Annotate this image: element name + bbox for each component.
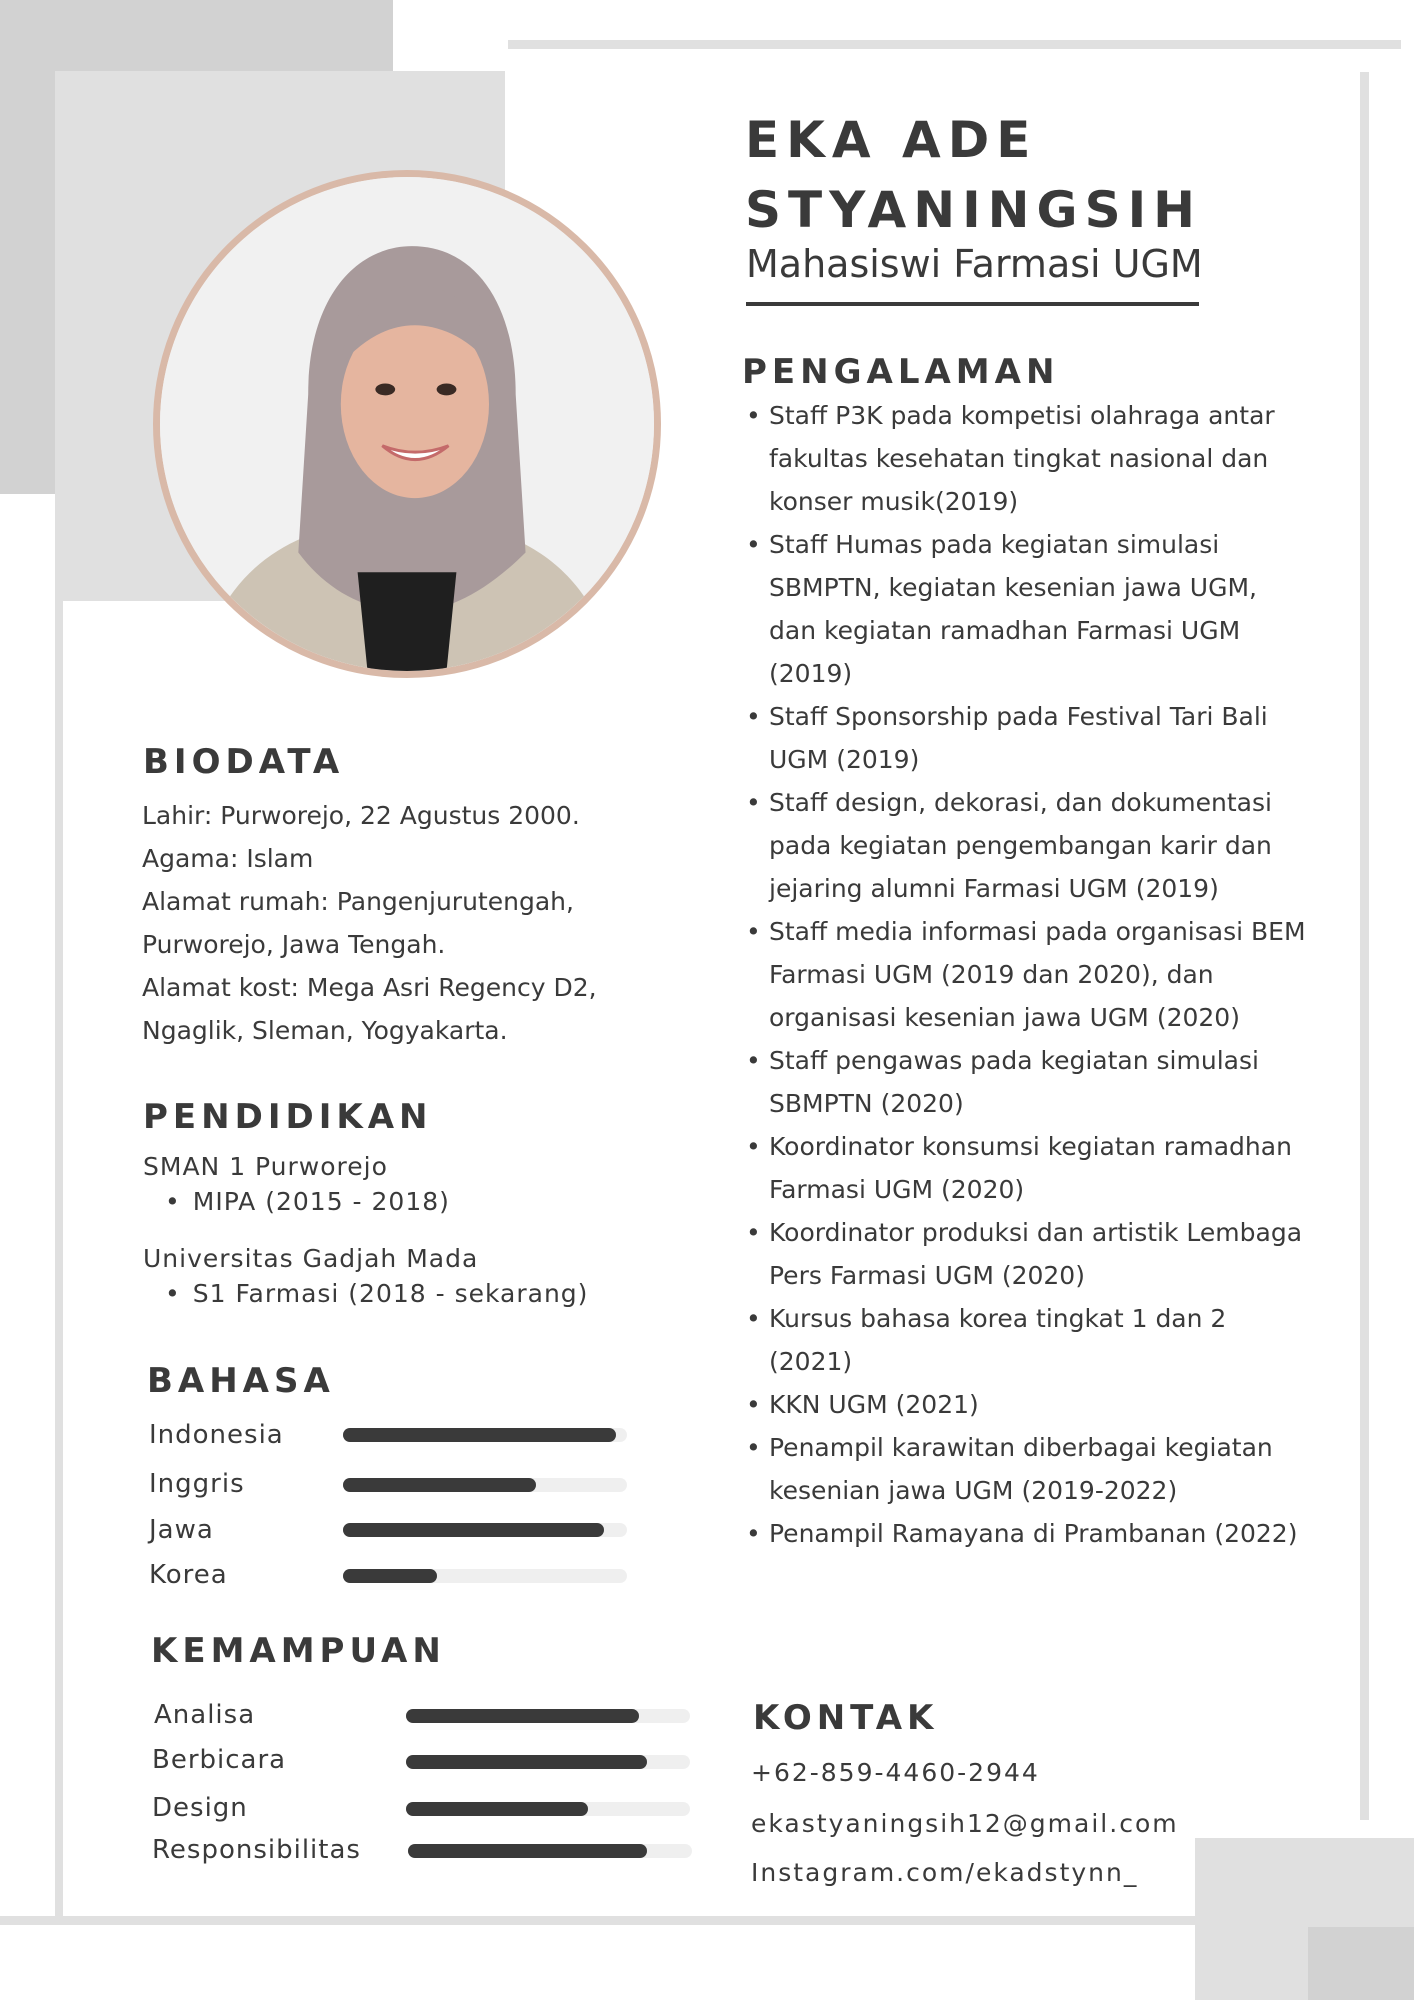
language-bar-fill: [343, 1478, 536, 1492]
experience-item: [746, 394, 1306, 523]
skill-bar-track: [406, 1709, 690, 1723]
skill-bar-fill: [406, 1802, 588, 1816]
biodata-heading: BIODATA: [143, 742, 345, 782]
pendidikan-heading: PENDIDIKAN: [143, 1097, 433, 1137]
skill-label: Analisa: [154, 1700, 256, 1730]
experience-item: [746, 1383, 1306, 1426]
contact-email[interactable]: [751, 1809, 1179, 1838]
experience-item: [746, 1426, 1306, 1512]
skill-bar-fill: [406, 1709, 639, 1723]
experience-text: Koordinator konsumsi kegiatan ramadhan Farmasi UGM (2020): [769, 1132, 1292, 1204]
bullet-icon: •: [165, 1187, 181, 1216]
contact-instagram[interactable]: [751, 1858, 1138, 1887]
decor-block-bottom-right-dark: [1308, 1927, 1414, 2000]
experience-item: [746, 1039, 1306, 1125]
language-label: Korea: [149, 1560, 228, 1590]
language-bar-track: [343, 1428, 627, 1442]
biodata-line: Alamat rumah: Pangenjurutengah,: [142, 887, 574, 916]
skill-label: Responsibilitas: [152, 1835, 361, 1865]
kemampuan-heading: KEMAMPUAN: [151, 1631, 446, 1671]
kontak-heading: KONTAK: [753, 1698, 939, 1738]
language-label: Inggris: [149, 1469, 245, 1499]
bullet-icon: •: [746, 1132, 761, 1161]
experience-text: Staff media informasi pada organisasi BEM Farmasi UGM (2019 dan 2020), dan organisasi kesenian jawa UGM (2020): [769, 917, 1306, 1032]
school-major: [165, 1279, 588, 1308]
bahasa-heading: BAHASA: [147, 1361, 335, 1401]
bullet-icon: •: [746, 1519, 761, 1548]
bullet-icon: •: [746, 1218, 761, 1247]
biodata-line: Purworejo, Jawa Tengah.: [142, 930, 446, 959]
experience-text: Koordinator produksi dan artistik Lembaga Pers Farmasi UGM (2020): [769, 1218, 1303, 1290]
major-text: MIPA (2015 - 2018): [192, 1187, 450, 1216]
bullet-icon: •: [746, 530, 761, 559]
language-bar-track: [343, 1569, 627, 1583]
experience-text: Penampil Ramayana di Prambanan (2022): [769, 1519, 1298, 1548]
experience-item: [746, 523, 1306, 695]
bullet-icon: •: [746, 917, 761, 946]
name-line-2: STYANINGSIH: [745, 181, 1203, 239]
experience-item: [746, 910, 1306, 1039]
biodata-line: Agama: Islam: [142, 844, 314, 873]
language-bar-fill: [343, 1523, 604, 1537]
bullet-icon: •: [746, 702, 761, 731]
experience-text: KKN UGM (2021): [769, 1390, 979, 1419]
skill-bar-track: [408, 1844, 692, 1858]
experience-text: Staff Sponsorship pada Festival Tari Bali UGM (2019): [769, 702, 1268, 774]
experience-item: [746, 1512, 1306, 1555]
biodata-line: Alamat kost: Mega Asri Regency D2,: [142, 973, 597, 1002]
education-entry: [143, 1244, 588, 1308]
language-bar-fill: [343, 1569, 437, 1583]
experience-text: Penampil karawitan diberbagai kegiatan kesenian jawa UGM (2019-2022): [769, 1433, 1273, 1505]
experience-item: [746, 695, 1306, 781]
experience-text: Staff P3K pada kompetisi olahraga antar fakultas kesehatan tingkat nasional dan konser musik(2019): [769, 401, 1275, 516]
bullet-icon: •: [165, 1279, 181, 1308]
skill-bar-track: [406, 1755, 690, 1769]
pengalaman-heading: PENGALAMAN: [742, 352, 1060, 392]
major-text: S1 Farmasi (2018 - sekarang): [192, 1279, 589, 1308]
bullet-icon: •: [746, 1390, 761, 1419]
biodata-line: Ngaglik, Sleman, Yogyakarta.: [142, 1016, 508, 1045]
language-label: Jawa: [149, 1515, 214, 1545]
school-name: Universitas Gadjah Mada: [143, 1244, 479, 1273]
title-divider: [746, 302, 1199, 306]
experience-text: Staff Humas pada kegiatan simulasi SBMPTN, kegiatan kesenian jawa UGM, dan kegiatan ramadhan Farmasi UGM (2019): [769, 530, 1257, 688]
full-name: [745, 105, 1345, 245]
experience-item: [746, 1125, 1306, 1211]
contact-phone[interactable]: [751, 1758, 1040, 1787]
language-bar-track: [343, 1478, 627, 1492]
school-name: SMAN 1 Purworejo: [143, 1152, 388, 1181]
instagram-link[interactable]: Instagram.com/ekadstynn_: [751, 1858, 1139, 1887]
decor-frame-left: [55, 600, 63, 1920]
email-link[interactable]: ekastyaningsih12@gmail.com: [751, 1809, 1179, 1838]
skill-bar-track: [406, 1802, 690, 1816]
experience-item: [746, 1211, 1306, 1297]
decor-frame-bottom: [0, 1916, 1200, 1925]
bullet-icon: •: [746, 401, 761, 430]
experience-text: Staff design, dekorasi, dan dokumentasi pada kegiatan pengembangan karir dan jejaring alumni Farmasi UGM (2019): [769, 788, 1272, 903]
experience-item: [746, 781, 1306, 910]
language-bar-track: [343, 1523, 627, 1537]
biodata-section: [142, 794, 642, 1052]
profile-photo-illustration: [160, 177, 654, 671]
skill-bar-fill: [408, 1844, 647, 1858]
language-bar-fill: [343, 1428, 616, 1442]
biodata-line: Lahir: Purworejo, 22 Agustus 2000.: [142, 801, 580, 830]
experience-item: [746, 1297, 1306, 1383]
language-label: Indonesia: [149, 1420, 284, 1450]
name-line-1: EKA ADE: [745, 111, 1038, 169]
subtitle: Mahasiswi Farmasi UGM: [746, 242, 1203, 286]
phone-number[interactable]: +62-859-4460-2944: [751, 1758, 1040, 1787]
skill-label: Berbicara: [152, 1745, 287, 1775]
education-entry: [143, 1152, 450, 1216]
bullet-icon: •: [746, 1046, 761, 1075]
bullet-icon: •: [746, 788, 761, 817]
experience-text: Staff pengawas pada kegiatan simulasi SBMPTN (2020): [769, 1046, 1259, 1118]
decor-frame-top: [508, 40, 1401, 49]
bullet-icon: •: [746, 1304, 761, 1333]
bullet-icon: •: [746, 1433, 761, 1462]
skill-label: Design: [152, 1793, 248, 1823]
school-major: [165, 1187, 450, 1216]
experience-list: [746, 394, 1306, 1555]
skill-bar-fill: [406, 1755, 647, 1769]
decor-frame-right: [1360, 72, 1369, 1820]
profile-photo: [153, 170, 661, 678]
experience-text: Kursus bahasa korea tingkat 1 dan 2 (2021): [769, 1304, 1227, 1376]
